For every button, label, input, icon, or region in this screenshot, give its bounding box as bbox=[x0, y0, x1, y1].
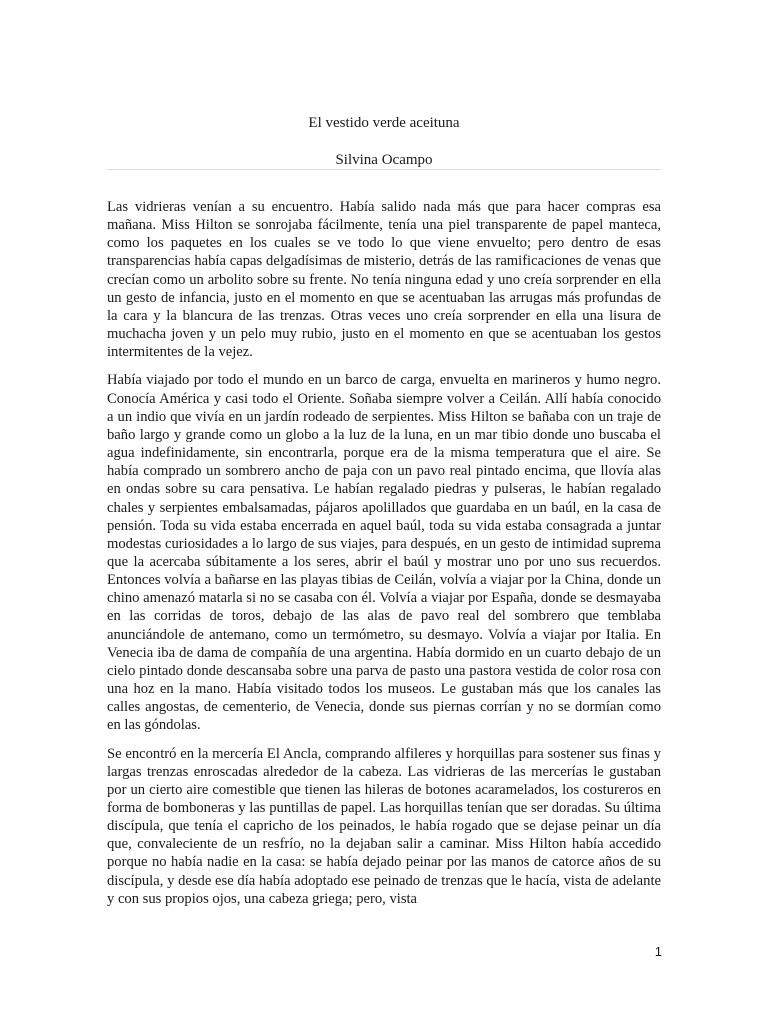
paragraph: Las vidrieras venían a su encuentro. Había salido nada más que para hacer compras esa mañana. Miss Hilton se sonrojaba fácilmente, tenía una piel transparente de papel manteca, como los paquetes en los cuales se ve todo lo que viene envuelto; pero dentro de esas transparencias había capas delgadísimas de misterio, detrás de las ramificaciones de venas que crecían como un arbolito sobre su frente. No tenía ninguna edad y uno creía sorprender en ella un gesto de infancia, justo en el momento en que se acentuaban las arrugas más profundas de la cara y la blancura de las trenzas. Otras veces uno creía sorprender en ella una lisura de muchacha joven y un pelo muy rubio, justo en el momento en que se acentuaban los gestos intermitentes de la vejez. bbox=[107, 199, 661, 361]
document-title: El vestido verde aceituna bbox=[308, 115, 460, 131]
paragraph: Había viajado por todo el mundo en un barco de carga, envuelta en marineros y humo negro. Conocía América y casi todo el Oriente. Soñaba siempre volver a Ceilán. Allí había conocido a un indio que vivía en un jardín rodeado de serpientes. Miss Hilton se bañaba con un traje de baño largo y grande como un globo a la luz de la luna, en un mar tibio donde uno buscaba el agua indefinidamente, sin encontrarla, porque era de la misma temperatura que el aire. Se había comprado un sombrero ancho de paja con un pavo real pintado encima, que llovía alas en ondas sobre su cara pensativa. Le habían regalado piedras y pulseras, le habían regalado chales y serpientes embalsamadas, pájaros apolillados que guardaba en un baúl, en la casa de pensión. Toda su vida estaba encerrada en aquel baúl, toda su vida estaba consagrada a juntar modestas curiosidades a lo largo de sus viajes, para después, en un gesto de intimidad suprema que la acercaba súbitamente a los seres, abrir el baúl y mostrar uno por uno sus recuerdos. Entonces volvía a bañarse en las playas tibias de Ceilán, volvía a viajar por la China, donde un chino amenazó matarla si no se casaba con él. Volvía a viajar por España, donde se desmayaba en las corridas de toros, debajo de las alas de pavo real del sombrero que temblaba anunciándole de antemano, como un termómetro, su desmayo. Volvía a viajar por Italia. En Venecia iba de dama de compañía de una argentina. Había dormido en un cuarto debajo de un cielo pintado donde descansaba sobre una parva de pasto una pastora vestida de color rosa con una hoz en la mano. Había visitado todos los museos. Le gustaban más que los canales las calles angostas, de cementerio, de Venecia, donde sus piernas corrían y no se dormían como en las góndolas. bbox=[107, 372, 661, 734]
document-body bbox=[107, 198, 661, 918]
page-number: 1 bbox=[654, 944, 662, 959]
document-author: Silvina Ocampo bbox=[335, 152, 433, 168]
paragraph: Se encontró en la mercería El Ancla, comprando alfileres y horquillas para sostener sus finas y largas trenzas enroscadas alrededor de la cabeza. Las vidrieras de las mercerías le gustaban por un cierto aire comestible que tienen las hileras de botones acaramelados, los costureros en forma de bomboneras y las puntillas de papel. Las horquillas tenían que ser doradas. Su última discípula, que tenía el capricho de los peinados, le había rogado que se dejase peinar un día que, convaleciente de un resfrío, no la dejaban salir a caminar. Miss Hilton había accedido porque no había nadie en la casa: se había dejado peinar por las manos de catorce años de su discípula, y desde ese día había adoptado ese peinado de trenzas que le hacía, vista de adelante y con sus propios ojos, una cabeza griega; pero, vista bbox=[107, 745, 661, 907]
title-divider bbox=[107, 169, 661, 170]
